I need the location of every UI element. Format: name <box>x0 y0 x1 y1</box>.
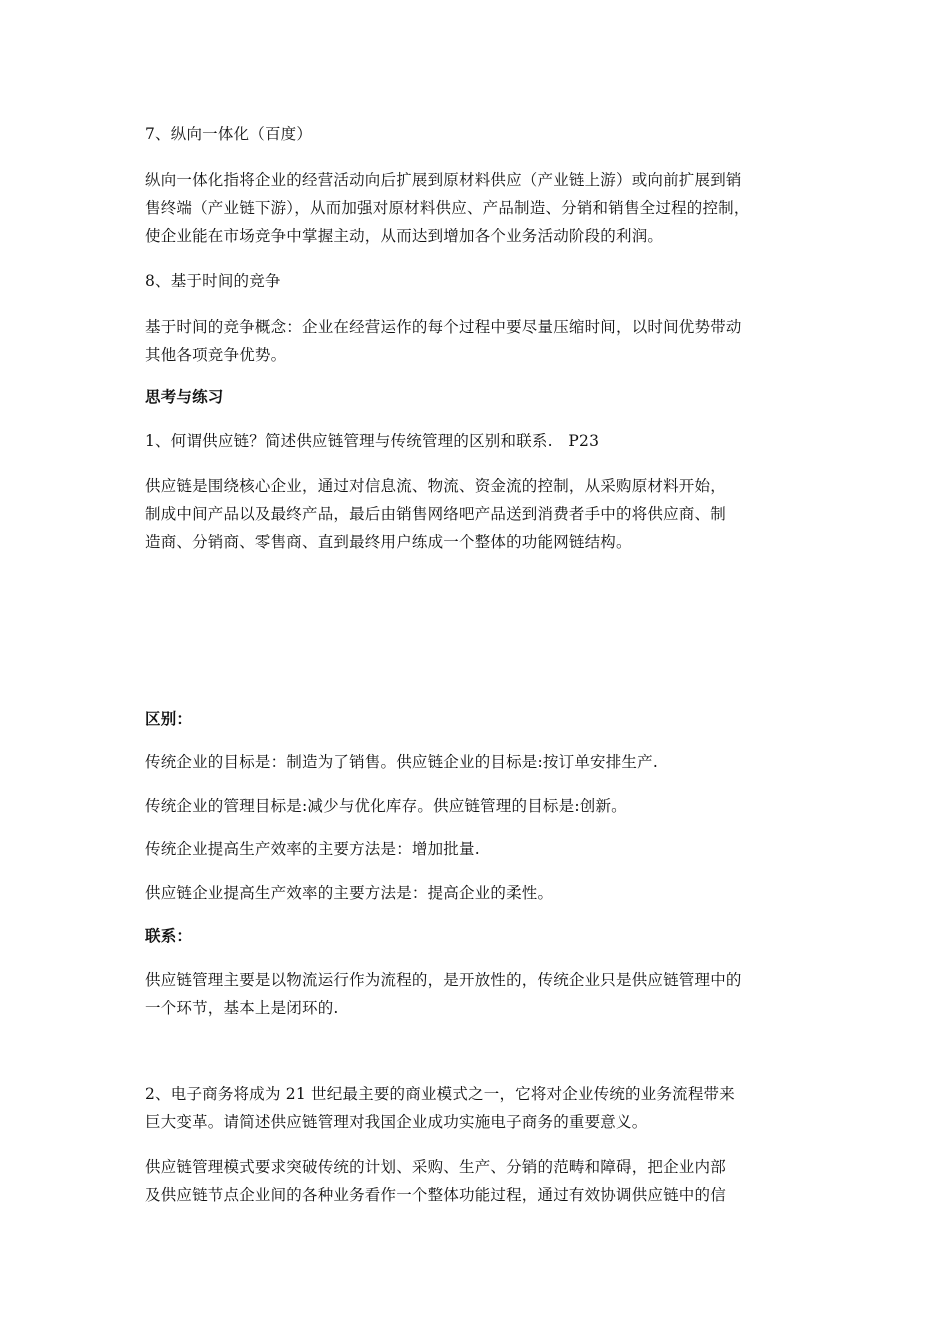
text-line: 基于时间的竞争概念：企业在经营运作的每个过程中要尽量压缩时间，以时间优势带动 <box>145 318 742 336</box>
paragraph-7 <box>145 166 815 250</box>
answer-2 <box>145 1153 815 1209</box>
text-line: 造商、分销商、零售商、直到最终用户练成一个整体的功能网链结构。 <box>145 533 632 551</box>
question-2 <box>145 1080 815 1136</box>
difference-line: 传统企业提高生产效率的主要方法是：增加批量. <box>145 840 480 858</box>
text-line: 巨大变革。请简述供应链管理对我国企业成功实施电子商务的重要意义。 <box>145 1113 648 1131</box>
answer-1 <box>145 472 815 556</box>
text-line: 供应链是围绕核心企业，通过对信息流、物流、资金流的控制，从采购原材料开始， <box>145 477 726 495</box>
paragraph-8 <box>145 313 815 369</box>
text-line: 供应链管理模式要求突破传统的计划、采购、生产、分销的范畴和障碍，把企业内部 <box>145 1158 726 1176</box>
text-line: 供应链管理主要是以物流运行作为流程的，是开放性的，传统企业只是供应链管理中的 <box>145 971 742 989</box>
section-title: 思考与练习 <box>145 387 224 406</box>
text-line: 其他各项竞争优势。 <box>145 346 287 364</box>
heading-8: 8、基于时间的竞争 <box>145 272 281 290</box>
heading-7: 7、纵向一体化（百度） <box>145 125 313 143</box>
text-line: 及供应链节点企业间的各种业务看作一个整体功能过程，通过有效协调供应链中的信 <box>145 1186 726 1204</box>
connection-title: 联系： <box>145 926 193 945</box>
connection-paragraph <box>145 966 815 1022</box>
text-line: 售终端（产业链下游），从而加强对原材料供应、产品制造、分销和销售全过程的控制， <box>145 199 750 217</box>
text-line: 制成中间产品以及最终产品，最后由销售网络吧产品送到消费者手中的将供应商、制 <box>145 505 726 523</box>
difference-line: 供应链企业提高生产效率的主要方法是：提高企业的柔性。 <box>145 884 554 902</box>
text-line: 2、电子商务将成为 21 世纪最主要的商业模式之一，它将对企业传统的业务流程带来 <box>145 1085 735 1103</box>
difference-title: 区别： <box>145 709 193 728</box>
difference-line: 传统企业的目标是：制造为了销售。供应链企业的目标是:按订单安排生产. <box>145 753 658 771</box>
text-line: 一个环节，基本上是闭环的. <box>145 999 339 1017</box>
difference-line: 传统企业的管理目标是:减少与优化库存。供应链管理的目标是:创新。 <box>145 797 627 815</box>
question-1: 1、何谓供应链？简述供应链管理与传统管理的区别和联系. P23 <box>145 432 600 450</box>
text-line: 使企业能在市场竞争中掌握主动，从而达到增加各个业务活动阶段的利润。 <box>145 227 664 245</box>
text-line: 纵向一体化指将企业的经营活动向后扩展到原材料供应（产业链上游）或向前扩展到销 <box>145 171 742 189</box>
